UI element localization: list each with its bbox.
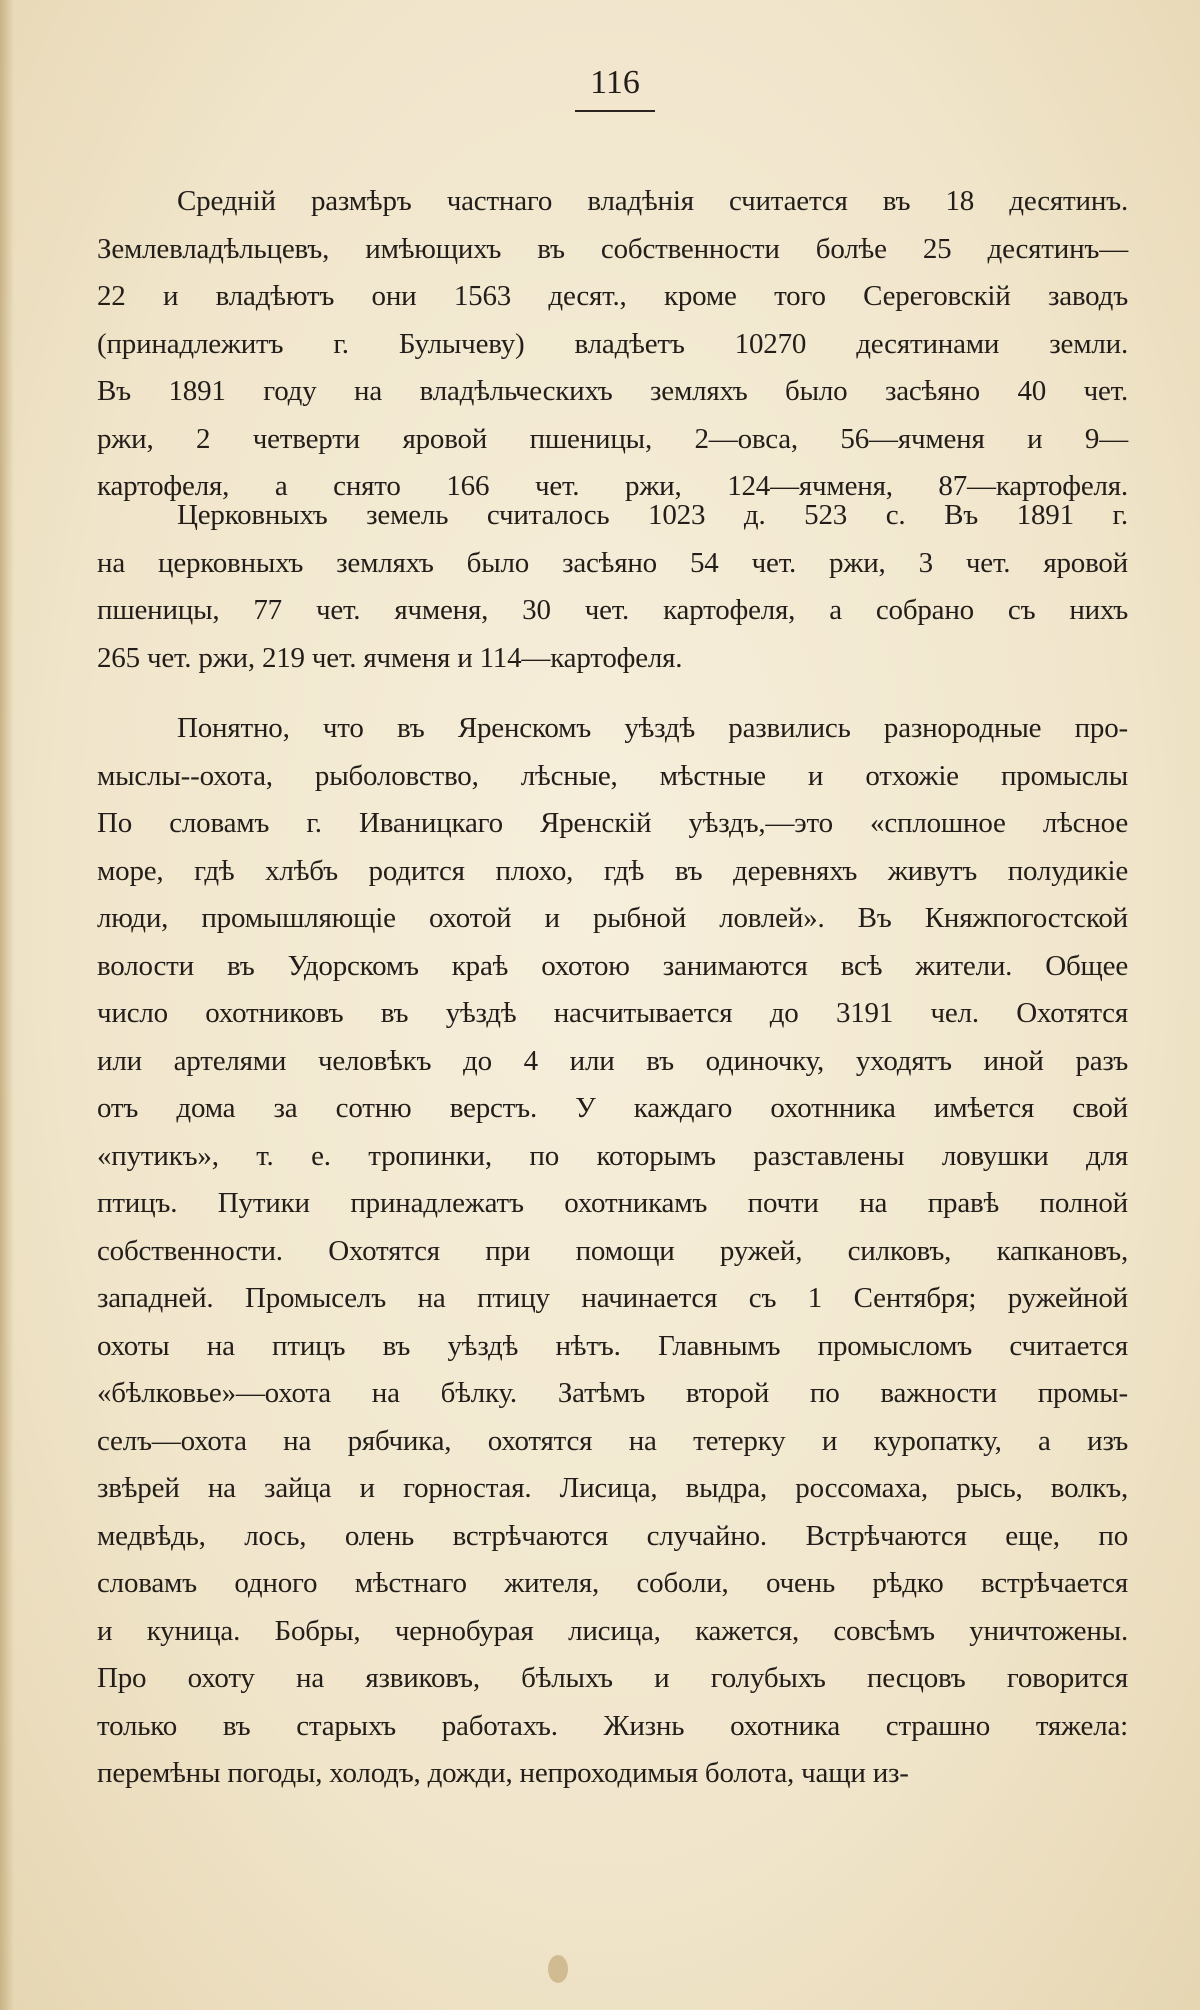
text-line: и куница. Бобры, чернобурая лисица, кажется, совсѣмъ уничтожены. [97, 1614, 1128, 1647]
text-line: люди, промышляющіе охотой и рыбной ловлей». Въ Княжпогостской [97, 902, 1128, 934]
text-line: картофеля, а снято 166 чет. ржи, 124—ячменя, 87—картофеля. [97, 470, 1128, 502]
text-line: волости въ Удорскомъ краѣ охотою занимаются всѣ жители. Общее [97, 949, 1128, 982]
text-line: Землевладѣльцевъ, имѣющихъ въ собственности болѣе 25 десятинъ— [97, 232, 1128, 265]
text-line: Средній размѣръ частнаго владѣнія считается въ 18 десятинъ. [177, 185, 1128, 217]
text-line: медвѣдь, лось, олень встрѣчаются случайно. Встрѣчаются еще, по [97, 1519, 1128, 1552]
text-line: ржи, 2 четверти яровой пшеницы, 2—овса, 56—ячменя и 9— [97, 422, 1128, 455]
paragraph-hunting-trades [97, 705, 1128, 1798]
page-number: 116 [590, 64, 640, 101]
text-line: Про охоту на язвиковъ, бѣлыхъ и голубыхъ песцовъ говорится [97, 1662, 1128, 1694]
text-line: По словамъ г. Иваницкаго Яренскій уѣздъ,—это «сплошное лѣсное [97, 807, 1128, 839]
text-line: селъ—охота на рябчика, охотятся на тетерку и куропатку, а изъ [97, 1424, 1128, 1457]
page-edge-shadow [0, 0, 14, 2010]
text-line: охоты на птицъ въ уѣздѣ нѣтъ. Главнымъ промысломъ считается [97, 1329, 1128, 1362]
text-line: собственности. Охотятся при помощи ружей, силковъ, капкановъ, [97, 1234, 1128, 1267]
text-line: пшеницы, 77 чет. ячменя, 30 чет. картофеля, а собрано съ нихъ [97, 594, 1128, 626]
text-line: Понятно, что въ Яренскомъ уѣздѣ развились разнородные про- [177, 712, 1128, 744]
text-line: «путикъ», т. е. тропинки, по которымъ разставлены ловушки для [97, 1139, 1128, 1172]
text-line: западней. Промыселъ на птицу начинается съ 1 Сентября; ружейной [97, 1282, 1128, 1314]
text-line: перемѣны погоды, холодъ, дожди, непроходимыя болота, чащи из- [97, 1757, 909, 1789]
paragraph-private-land [97, 178, 1128, 511]
text-line: «бѣлковье»—охота на бѣлку. Затѣмъ второй по важности промы- [97, 1377, 1128, 1409]
text-line: (принадлежитъ г. Булычеву) владѣетъ 10270 десятинами земли. [97, 327, 1128, 360]
text-line: звѣрей на зайца и горностая. Лисица, выдра, россомаха, рысь, волкъ, [97, 1472, 1128, 1504]
text-line: только въ старыхъ работахъ. Жизнь охотника страшно тяжела: [97, 1709, 1128, 1742]
text-line: на церковныхъ земляхъ было засѣяно 54 чет. ржи, 3 чет. яровой [97, 546, 1128, 579]
paper-stain [548, 1955, 568, 1983]
text-line: словамъ одного мѣстнаго жителя, соболи, очень рѣдко встрѣчается [97, 1567, 1128, 1599]
text-line: отъ дома за сотню верстъ. У каждаго охотнника имѣется свой [97, 1092, 1128, 1124]
text-line: 22 и владѣютъ они 1563 десят., кроме того Сереговскій заводъ [97, 280, 1128, 312]
text-line: 265 чет. ржи, 219 чет. ячменя и 114—картофеля. [97, 641, 683, 674]
text-line: число охотниковъ въ уѣздѣ насчитывается до 3191 чел. Охотятся [97, 997, 1128, 1029]
text-line: птицъ. Путики принадлежатъ охотникамъ почти на правѣ полной [97, 1187, 1128, 1219]
text-line: море, гдѣ хлѣбъ родится плохо, гдѣ въ деревняхъ живутъ полудикіе [97, 854, 1128, 887]
text-line: или артелями человѣкъ до 4 или въ одиночку, уходятъ иной разъ [97, 1044, 1128, 1077]
text-line: мыслы--охота, рыболовство, лѣсные, мѣстные и отхожіе промыслы [97, 759, 1128, 792]
text-line: Въ 1891 году на владѣльческихъ земляхъ было засѣяно 40 чет. [97, 375, 1128, 407]
text-line: Церковныхъ земель считалось 1023 д. 523 с. Въ 1891 г. [177, 499, 1128, 531]
page-number-rule [575, 110, 655, 112]
paragraph-church-land [97, 492, 1128, 682]
